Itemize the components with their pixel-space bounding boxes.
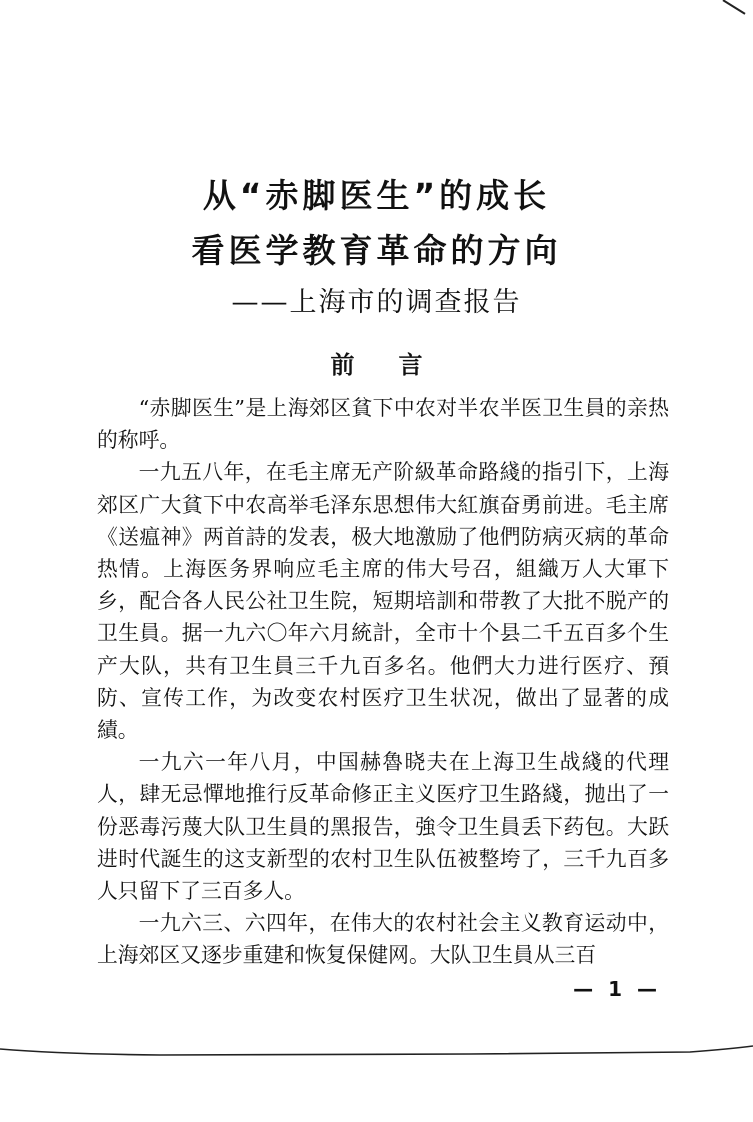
body-text xyxy=(97,392,669,972)
paragraph: 一九五八年，在毛主席无产阶級革命路綫的指引下，上海郊区广大貧下中农高举毛泽东思想伟大紅旗奋勇前进。毛主席《送瘟神》两首詩的发表，极大地激励了他們防病灭病的革命热情。上海医务界响应毛主席的伟大号召，組織万人大軍下乡，配合各人民公社卫生院，短期培訓和带教了大批不脱产的卫生員。据一九六〇年六月統計，全市十个县二千五百多个生产大队，共有卫生員三千九百多名。他們大力进行医疗、預防、宣传工作，为改变农村医疗卫生状况，做出了显著的成績。 xyxy=(97,460,669,743)
paragraph: 一九六三、六四年，在伟大的农村社会主义教育运动中，上海郊区又逐步重建和恢复保健网。大队卫生員从三百 xyxy=(97,911,669,968)
section-heading: 前言 xyxy=(330,350,467,379)
bottom-rule xyxy=(0,1045,753,1059)
subtitle: ——上海市的调查报告 xyxy=(231,287,522,318)
page-number: — 1 — xyxy=(573,977,661,1001)
corner-mark xyxy=(722,0,745,15)
title-line-2: 看医学教育革命的方向 xyxy=(191,231,562,270)
paragraph: 一九六一年八月，中国赫魯晓夫在上海卫生战綫的代理人，肆无忌憚地推行反革命修正主义医疗卫生路綫，抛出了一份恶毒污蔑大队卫生員的黑报告，強令卫生員丢下药包。大跃进时代誕生的这支新型的农村卫生队伍被整垮了，三千九百多人只留下了三百多人。 xyxy=(97,750,669,904)
title-line-1: 从“赤脚医生”的成长 xyxy=(202,176,551,215)
paragraph: “赤脚医生”是上海郊区貧下中农对半农半医卫生員的亲热的称呼。 xyxy=(97,396,669,453)
